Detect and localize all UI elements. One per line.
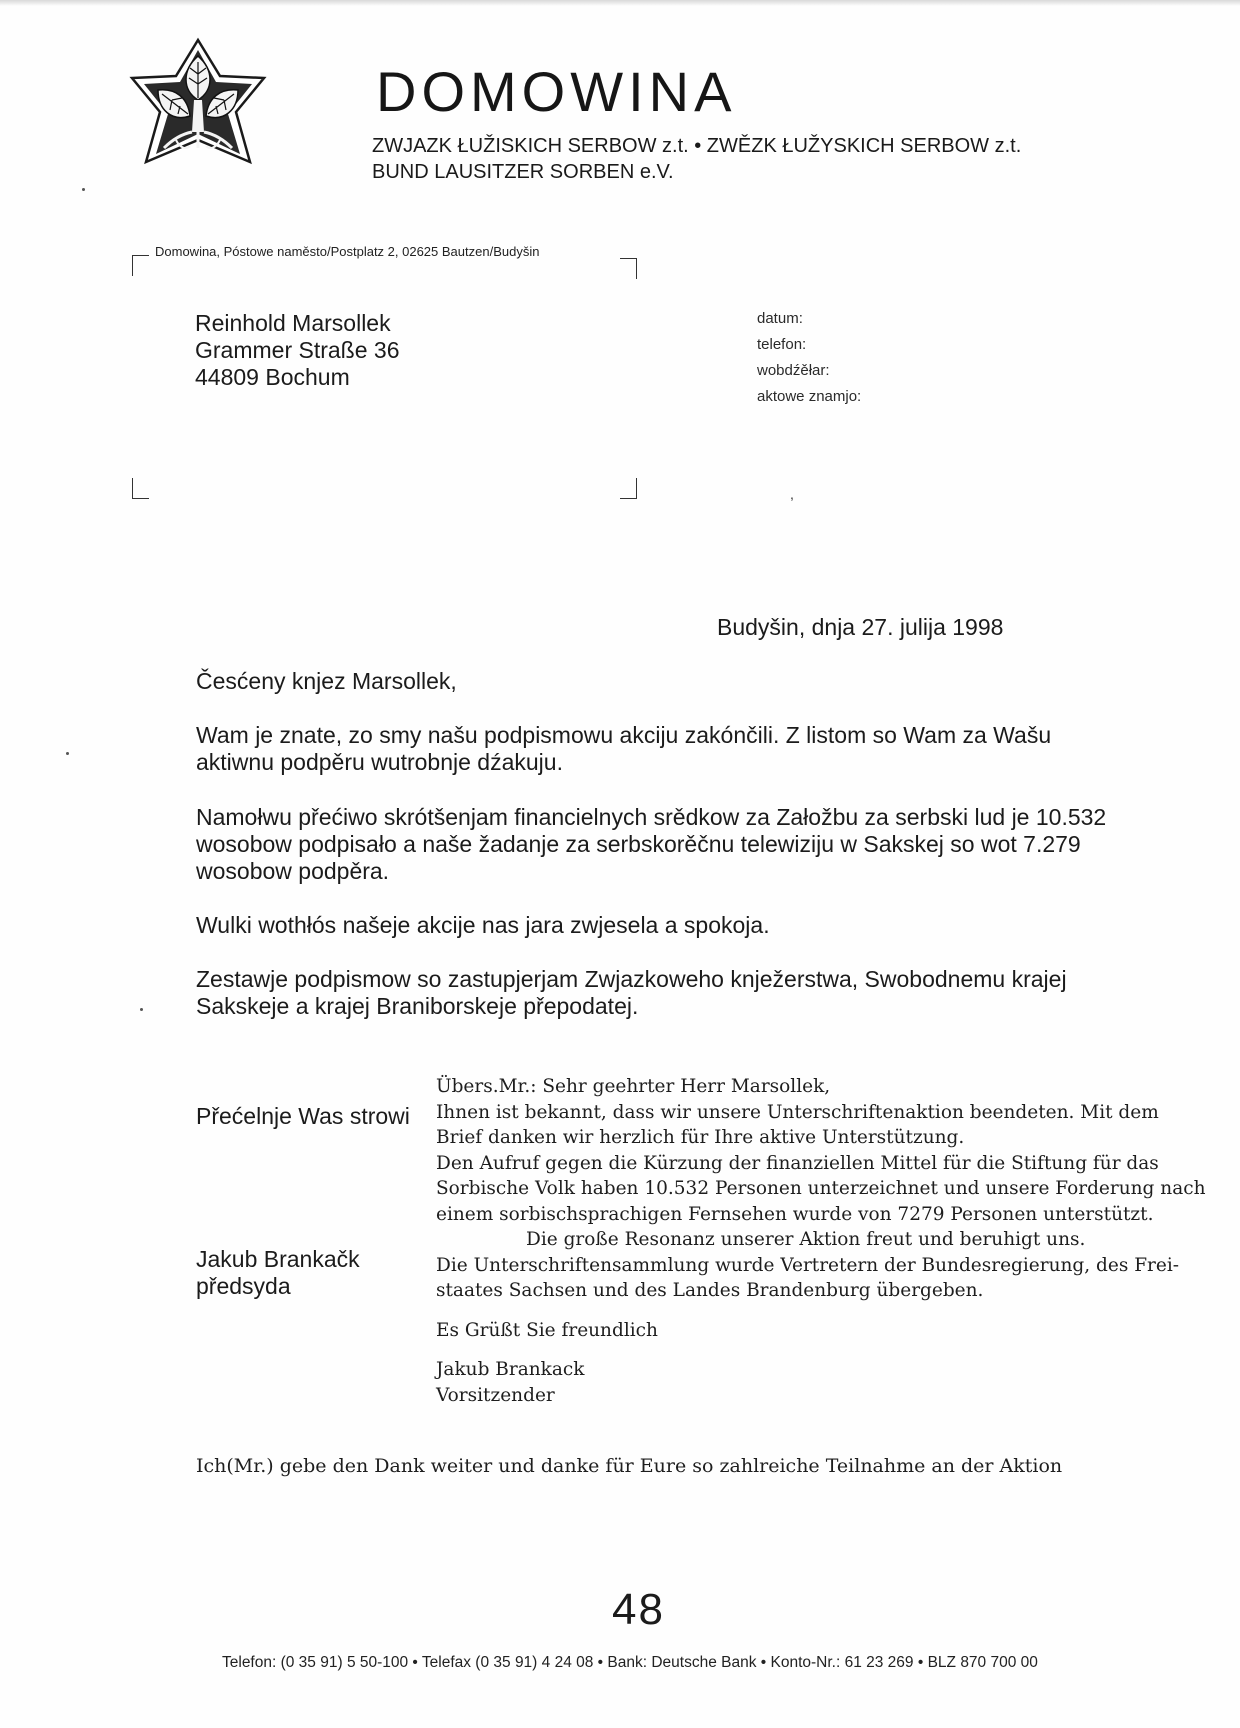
salutation bbox=[196, 668, 1096, 695]
paragraph-line: Wam je znate, zo smy našu podpismowu akciju zakónčili. Z listom so Wam za Wašu bbox=[196, 722, 1052, 748]
paragraph-1 bbox=[196, 722, 1096, 776]
scan-speck bbox=[82, 188, 85, 191]
german-translation bbox=[436, 1074, 1206, 1408]
translation-greeting: Es Grüßt Sie freundlich bbox=[436, 1319, 658, 1341]
translation-line: Brief danken wir herzlich für Ihre aktive Unterstützung. bbox=[436, 1127, 965, 1148]
recipient-name: Reinhold Marsollek bbox=[195, 310, 391, 336]
translation-line: Übers.Mr.: Sehr geehrter Herr Marsollek, bbox=[436, 1076, 831, 1097]
paragraph-line: Wulki wothłós našeje akcije nas jara zwjesela a spokoja. bbox=[196, 912, 770, 938]
closing-greeting: Přećelnje Was strowi bbox=[196, 1103, 410, 1129]
paragraph-line: Sakskeje a krajej Braniborskeje přepodatej. bbox=[196, 993, 639, 1019]
scan-edge bbox=[0, 0, 1240, 6]
address-window-corner-bottom-right bbox=[620, 478, 637, 499]
letter-date: Budyšin, dnja 27. julija 1998 bbox=[717, 614, 1004, 640]
paragraph-line: Zestawje podpismow so zastupjerjam Zwjazkoweho knježerstwa, Swobodnemu krajej bbox=[196, 966, 1067, 992]
paragraph-3 bbox=[196, 912, 1096, 939]
page-number: 48 bbox=[612, 1585, 665, 1634]
translation-line: Die Unterschriftensammlung wurde Vertretern der Bundesregierung, des Frei- bbox=[436, 1254, 1179, 1276]
domowina-logo-icon bbox=[128, 36, 268, 178]
clerk-label: wobdźěłar: bbox=[757, 362, 830, 379]
recipient-address bbox=[195, 310, 400, 391]
phone-label: telefon: bbox=[757, 336, 807, 353]
translation-line: einem sorbischsprachigen Fernsehen wurde von 7279 Personen unterstützt. bbox=[436, 1203, 1154, 1225]
recipient-street: Grammer Straße 36 bbox=[195, 337, 400, 363]
reference-fields bbox=[757, 306, 861, 410]
translation-line: Ihnen ist bekannt, dass wir unsere Unterschriftenaktion beendeten. Mit dem bbox=[436, 1101, 1159, 1123]
translation-line: Den Aufruf gegen die Kürzung der finanziellen Mittel für die Stiftung für das bbox=[436, 1152, 1159, 1174]
organization-name: DOMOWINA bbox=[376, 60, 737, 123]
paragraph-line: wosobow podpisało a naše žadanje za serbskorěčnu telewiziju w Sakskej so wot 7.279 bbox=[196, 831, 1081, 857]
translation-signer-title: Vorsitzender bbox=[436, 1384, 555, 1406]
typed-note: Ich(Mr.) gebe den Dank weiter und danke für Eure so zahlreiche Teilnahme an der Aktion bbox=[196, 1455, 1063, 1477]
date-label: datum: bbox=[757, 310, 803, 327]
organization-subtitle-german: BUND LAUSITZER SORBEN e.V. bbox=[372, 161, 674, 183]
recipient-city: 44809 Bochum bbox=[195, 364, 350, 390]
paragraph-line: aktiwnu podpěru wutrobnje dźakuju. bbox=[196, 749, 563, 775]
address-window-corner-top-right bbox=[620, 258, 637, 279]
file-reference-label: aktowe znamjo: bbox=[757, 388, 862, 405]
paragraph-line: Namołwu přećiwo skrótšenjam financielnych srědkow za Załožbu za serbski lud je 10.532 bbox=[196, 804, 1107, 830]
address-window-corner-top-left bbox=[132, 255, 149, 276]
footer-contact-bank-details: Telefon: (0 35 91) 5 50-100 • Telefax (0 35 91) 4 24 08 • Bank: Deutsche Bank • Konto-Nr.: 61 23 269 • BLZ 870 700 00 bbox=[222, 1654, 1038, 1671]
signer-name: Jakub Brankačk bbox=[196, 1246, 360, 1272]
scan-speck bbox=[140, 1008, 143, 1011]
paragraph-2 bbox=[196, 804, 1107, 885]
salutation-text: Česćeny knjez Marsollek, bbox=[196, 668, 457, 694]
sender-return-address: Domowina, Póstowe naměsto/Postplatz 2, 02625 Bautzen/Budyšin bbox=[155, 244, 540, 259]
scan-speck bbox=[66, 752, 69, 755]
organization-subtitle-sorbian: ZWJAZK ŁUŽISKICH SERBOW z.t. • ZWĚZK ŁUŽYSKICH SERBOW z.t. bbox=[372, 135, 1022, 157]
paragraph-4 bbox=[196, 966, 1096, 1020]
address-window-corner-bottom-left bbox=[132, 478, 149, 499]
stray-mark: , bbox=[790, 486, 794, 502]
translation-signer-name: Jakub Brankack bbox=[436, 1359, 585, 1380]
signature-block bbox=[196, 1246, 360, 1300]
translation-line: Die große Resonanz unserer Aktion freut und beruhigt uns. bbox=[526, 1229, 1086, 1250]
translation-line: staates Sachsen und des Landes Brandenburg übergeben. bbox=[436, 1280, 984, 1301]
translation-line: Sorbische Volk haben 10.532 Personen unterzeichnet und unsere Forderung nach bbox=[436, 1178, 1206, 1199]
paragraph-line: wosobow podpěra. bbox=[196, 858, 390, 884]
signer-title: předsyda bbox=[196, 1273, 291, 1299]
